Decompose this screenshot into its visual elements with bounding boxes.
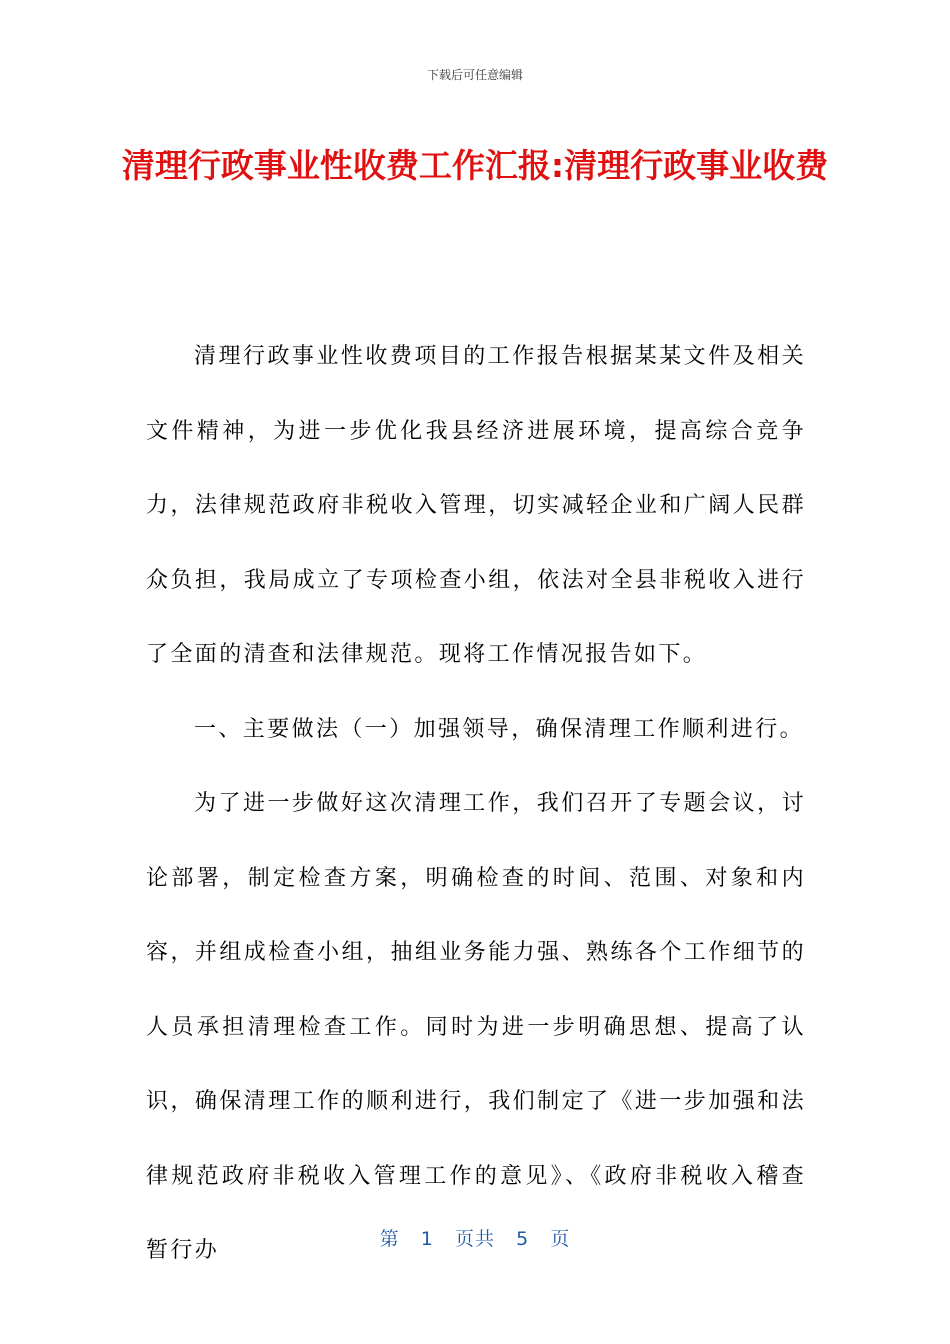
- page-footer: [0, 1224, 950, 1251]
- footer-total-pages: 5: [516, 1228, 530, 1250]
- paragraph-section-heading: 一、主要做法（一）加强领导，确保清理工作顺利进行。: [194, 716, 805, 742]
- footer-suffix: 页: [550, 1228, 571, 1250]
- footer-mid: 页共: [454, 1228, 495, 1250]
- footer-prefix: 第: [379, 1228, 400, 1250]
- paragraph-measures: 为了进一步做好这次清理工作，我们召开了专题会议，讨论部署，制定检查方案，明确检查的时间、范围、对象和内容，并组成检查小组，抽组业务能力强、熟练各个工作细节的人员承担清理检查工作。同时为进一步明确思想、提高了认识，确保清理工作的顺利进行，我们制定了《进一步加强和法律规范政府非税收入管理工作的意见》、《政府非税收入稽查暂行办: [146, 791, 806, 1263]
- paragraph-intro: 清理行政事业性收费项目的工作报告根据某某文件及相关文件精神，为进一步优化我县经济进展环境，提高综合竞争力，法律规范政府非税收入管理，切实减轻企业和广阔人民群众负担，我局成立了专项检查小组，依法对全县非税收入进行了全面的清查和法律规范。现将工作情况报告如下。: [146, 344, 806, 667]
- document-title: 清理行政事业性收费工作汇报:清理行政事业收费: [121, 146, 829, 185]
- header-note: 下载后可任意编辑: [426, 68, 523, 82]
- footer-current-page: 1: [420, 1228, 434, 1250]
- document-body: [146, 320, 806, 1289]
